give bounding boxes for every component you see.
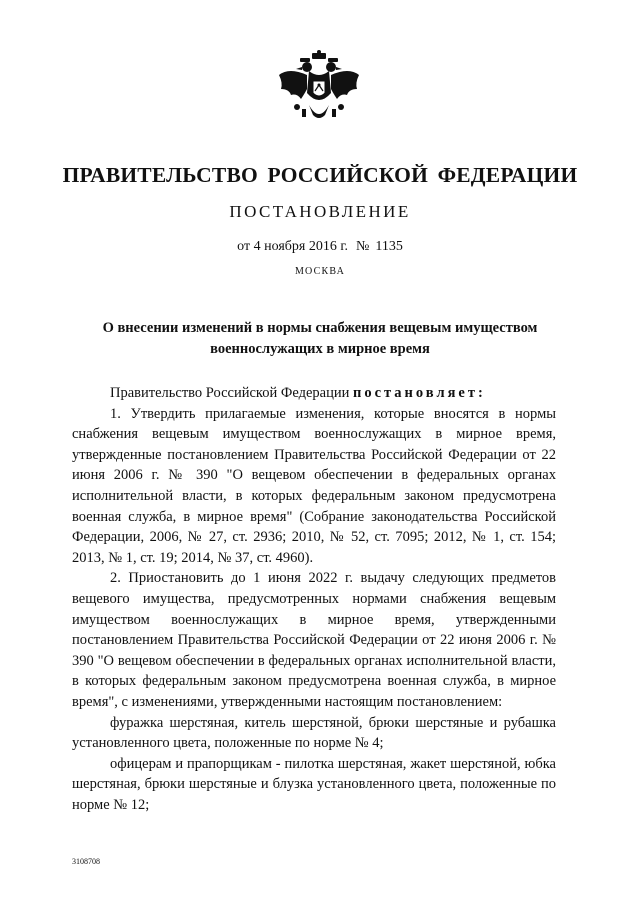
- list-item: фуражка шерстяная, китель шерстяной, брюки шерстяные и рубашка установленного цвета, положенные по норме № 4;: [72, 714, 556, 752]
- subject-line-1: О внесении изменений в нормы снабжения вещевым имуществом: [102, 320, 538, 336]
- document-date: от 4 ноября 2016 г.: [237, 239, 348, 254]
- document-type: ПОСТАНОВЛЕНИЕ: [229, 202, 411, 221]
- coat-of-arms-emblem: [269, 49, 369, 139]
- document-subject: [0, 318, 640, 360]
- number-label: №: [355, 239, 370, 254]
- paragraph-2: 2. Приостановить до 1 июня 2022 г. выдачу следующих предметов вещевого имущества, предусмотренных нормами снабжения вещевым имуществом военнослужащих в мирное время, утвержденными постановлением Правительства Российской Федерации от 22 июня 2006 г. № 390 "О вещевом обеспечении в федеральных органах исполнительной власти, в которых федеральным законом предусмотрена военная служба, в мирное время", с изменениями, утвержденными настоящим постановлением:: [72, 570, 556, 710]
- document-body: [72, 383, 556, 815]
- subject-line-2: военнослужащих в мирное время: [210, 341, 430, 357]
- document-number: 1135: [375, 239, 403, 254]
- government-title: ПРАВИТЕЛЬСТВО РОССИЙСКОЙ ФЕДЕРАЦИИ: [62, 163, 578, 187]
- paragraph-1: 1. Утвердить прилагаемые изменения, которые вносятся в нормы снабжения вещевым имуществом военнослужащих в мирное время, утвержденные постановлением Правительства Российской Федерации от 22 июня 2006 г. № 390 "О вещевом обеспечении в федеральных органах исполнительной власти, в которых федеральным законом предусмотрена военная служба, в мирное время" (Собрание законодательства Российской Федерации, 2006, № 27, ст. 2936; 2010, № 52, ст. 7095; 2012, № 1, ст. 154; 2013, № 1, ст. 19; 2014, № 37, ст. 4960).: [72, 405, 556, 566]
- decree-intro: [72, 383, 556, 404]
- city: МОСКВА: [294, 266, 346, 277]
- decree-verb: постановляет:: [352, 385, 486, 401]
- list-item: офицерам и прапорщикам - пилотка шерстяная, жакет шерстяной, юбка шерстяная, брюки шерстяные и блузка установленного цвета, положенные по норме № 12;: [72, 755, 556, 813]
- date-number-line: [0, 239, 640, 255]
- decree-subject: Правительство Российской Федерации: [110, 385, 350, 401]
- document-code: 3108708: [72, 857, 100, 866]
